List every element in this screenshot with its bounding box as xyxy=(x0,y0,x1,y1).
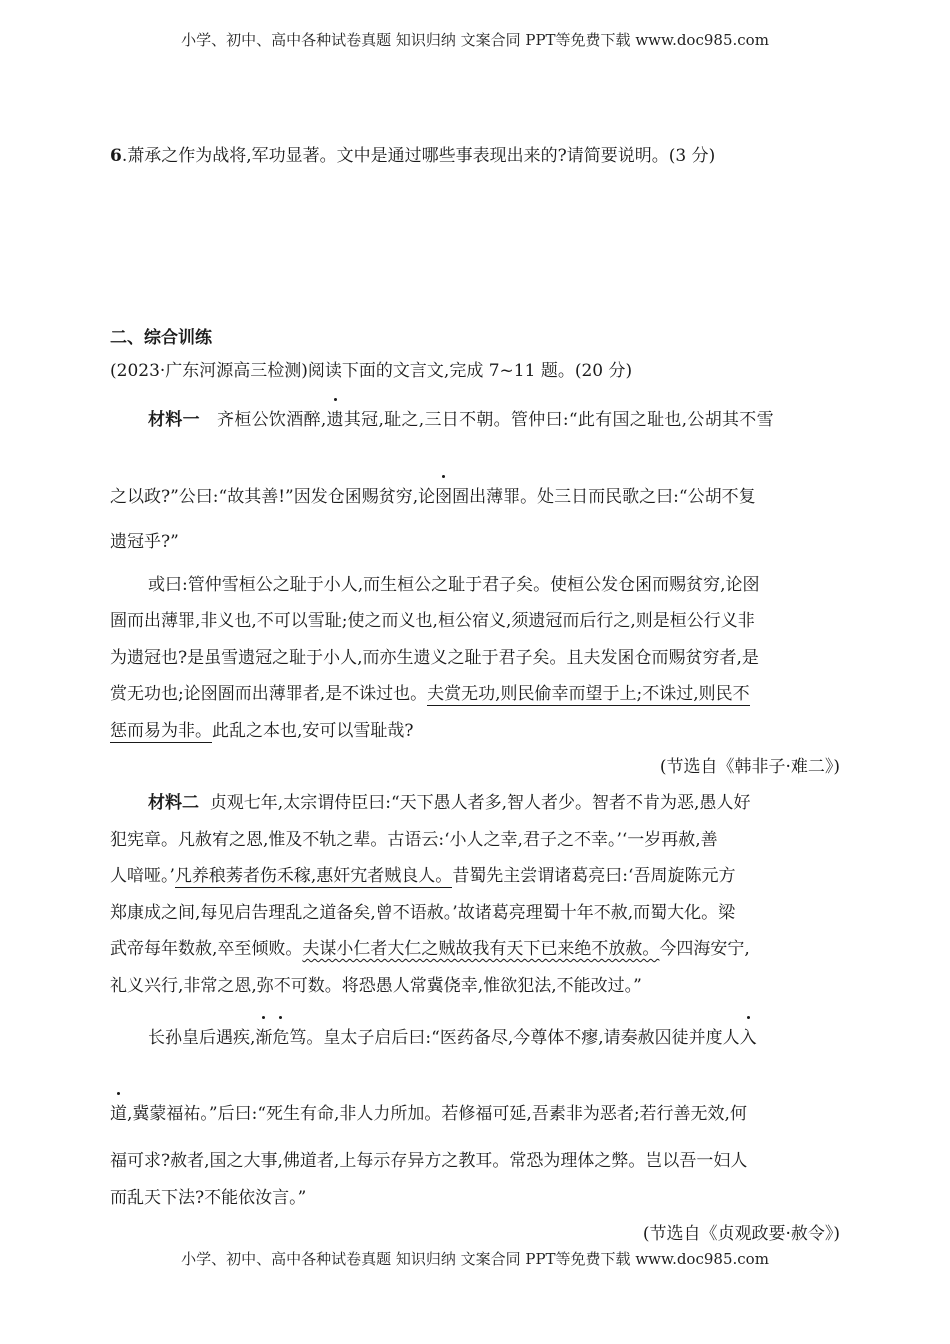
emphasis-char: 渐 xyxy=(255,1023,272,1048)
page-header: 小学、初中、高中各种试卷真题 知识归纳 文案合同 PPT等免费下载 www.doc985.com xyxy=(181,31,769,49)
section-intro: (2023·广东河源高三检测)阅读下面的文言文,完成 7~11 题。(20 分) xyxy=(110,361,633,381)
material2-line-2: 犯宪章。凡赦宥之恩,惟及不轨之辈。古语云:‘小人之幸,君子之不幸。’‘一岁再赦,善 xyxy=(110,830,718,850)
text-span: 笃。皇太子启后曰:“医药备尽,今尊体不瘳,请奏赦囚徒并度人 xyxy=(289,1028,740,1048)
material2-line-6: 礼义兴行,非常之恩,弥不可数。将恐愚人常冀侥幸,惟欲犯法,不能改过。” xyxy=(110,976,642,996)
material2-label: 材料二 xyxy=(148,793,199,813)
text-span: 长孙皇后遇疾, xyxy=(148,1028,256,1048)
material2-para2-line-1 xyxy=(148,1023,757,1048)
text-span: 圄出薄罪。处三日而民歌之曰:“公胡不复 xyxy=(452,487,756,507)
text-span: 赏无功也;论囹圄而出薄罪者,是不诛过也。 xyxy=(110,684,428,704)
text-span: 昔蜀先主尝谓诸葛亮曰:‘吾周旋陈元方 xyxy=(452,866,736,886)
text-span: 此乱之本也,安可以雪耻哉? xyxy=(212,721,414,741)
text-span: ,冀蒙福祐。”后曰:“死生有命,非人力所加。若修福可延,吾素非为恶者;若行善无效,何 xyxy=(127,1104,747,1124)
material2-line-1 xyxy=(148,788,750,813)
section-title: 二、综合训练 xyxy=(110,328,212,348)
emphasis-char: 入 xyxy=(740,1023,757,1048)
emphasis-char: 道 xyxy=(110,1099,127,1124)
material1-line-1 xyxy=(148,405,774,430)
text-span: 其冠,耻之,三日不朝。管仲曰:“此有国之耻也,公胡其不雪 xyxy=(343,410,774,430)
material2-line-4: 郑康成之间,每见启告理乱之道备矣,曾不语赦。’故诸葛亮理蜀十年不赦,而蜀大化。梁 xyxy=(110,903,736,923)
material2-para2-line-4: 而乱天下法?不能依汝言。” xyxy=(110,1188,307,1208)
text-span: 人喑哑。’ xyxy=(110,866,175,886)
question-text: .萧承之作为战将,军功显著。文中是通过哪些事表现出来的?请简要说明。(3 分) xyxy=(121,146,716,166)
material1-para2-line-1: 或曰:管仲雪桓公之耻于小人,而生桓公之耻于君子矣。使桓公发仓囷而赐贫穷,论囹 xyxy=(148,575,760,595)
material1-line-2 xyxy=(110,482,756,507)
material2-para2-line-3: 福可求?赦者,国之大事,佛道者,上每示存异方之教耳。常恐为理体之弊。岂以吾一妇人 xyxy=(110,1151,748,1171)
material1-para2-line-2: 圄而出薄罪,非义也,不可以雪耻;使之而义也,桓公宿义,须遗冠而后行之,则是桓公行义非 xyxy=(110,611,755,631)
text-span: 武帝每年数赦,卒至倾败。 xyxy=(110,939,303,959)
emphasis-char: 囹 xyxy=(435,482,452,507)
material2-line-3 xyxy=(110,861,735,886)
material1-para2-line-4 xyxy=(110,679,750,704)
text-span: 之以政?”公曰:“故其善!”因发仓囷赐贫穷,论 xyxy=(110,487,436,507)
material1-para2-line-5 xyxy=(110,716,414,741)
material1-para2-line-3: 为遗冠也?是虽雪遗冠之耻于小人,而亦生遗义之耻于君子矣。且夫发囷仓而赐贫穷者,是 xyxy=(110,648,759,668)
material2-line-5 xyxy=(110,934,750,959)
material1-line-3: 遗冠乎?” xyxy=(110,532,179,552)
text-span: 贞观七年,太宗谓侍臣曰:“天下愚人者多,智人者少。智者不肯为恶,愚人好 xyxy=(209,793,751,813)
emphasis-char: 遗 xyxy=(327,405,344,430)
underlined-sentence: 凡养稂莠者伤禾稼,惠奸宄者贼良人。 xyxy=(174,866,453,886)
text-span: 今四海安宁, xyxy=(659,939,750,959)
material2-para2-line-2 xyxy=(110,1099,747,1124)
emphasis-char: 危 xyxy=(272,1023,289,1048)
wavy-underlined-sentence: 夫谋小仁者大仁之贼故我有天下已来绝不放赦。 xyxy=(302,939,660,959)
material2-source: (节选自《贞观政要·赦令》) xyxy=(642,1224,840,1244)
page-footer: 小学、初中、高中各种试卷真题 知识归纳 文案合同 PPT等免费下载 www.doc985.com xyxy=(181,1250,769,1268)
underlined-sentence: 夫赏无功,则民偷幸而望于上;不诛过,则民不 xyxy=(427,684,750,704)
material1-source: (节选自《韩非子·难二》) xyxy=(659,757,840,777)
question-6 xyxy=(110,141,715,166)
question-number: 6 xyxy=(110,146,122,166)
underlined-sentence: 惩而易为非。 xyxy=(110,721,212,741)
text-span: 齐桓公饮酒醉, xyxy=(217,410,327,430)
material1-label: 材料一 xyxy=(148,410,200,430)
